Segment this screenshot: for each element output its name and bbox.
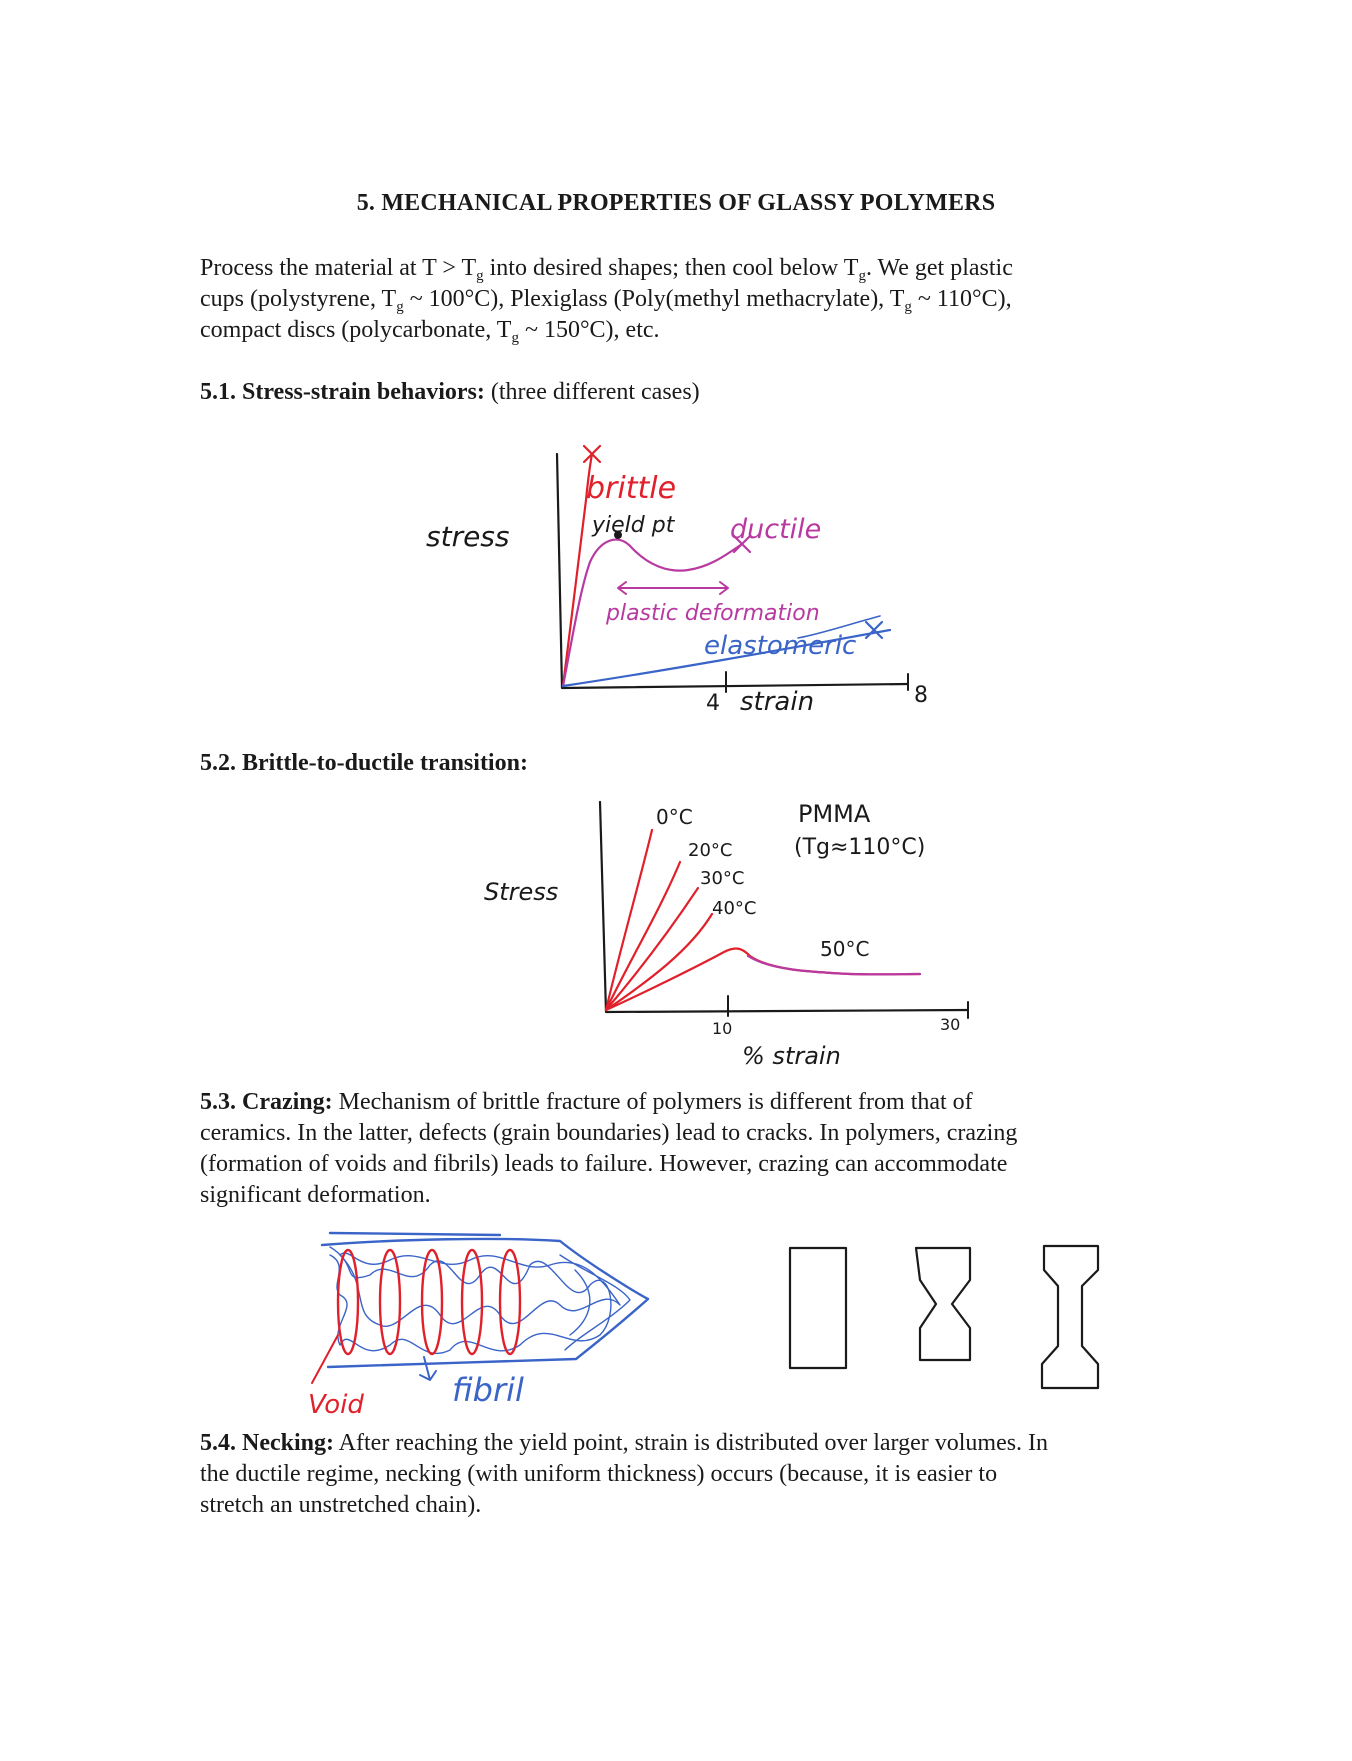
fig1-yield-label: yield pt — [592, 513, 675, 538]
void-pointer — [312, 1335, 338, 1383]
fig1-tick-4: 4 — [706, 691, 720, 716]
necking-line-3: stretch an unstretched chain). — [200, 1492, 482, 1518]
label-20c: 20°C — [688, 840, 733, 861]
void-4 — [462, 1250, 482, 1354]
fig1-ductile-label: ductile — [730, 514, 822, 545]
section-5-3-paragraph — [200, 1087, 1160, 1211]
section-5-4-paragraph — [200, 1428, 1160, 1521]
curve-40c — [606, 914, 712, 1010]
intro-paragraph — [200, 253, 1160, 346]
specimen-necked — [1042, 1246, 1098, 1388]
intro-line-2: cups (polystyrene, $T_g$ ~ 100°C), Plexiglass (Poly(methyl methacrylate), $T_g$ ~ 110°C), — [200, 286, 1012, 315]
label-30c: 30°C — [700, 868, 745, 889]
fig1-brittle-label: brittle — [586, 471, 677, 506]
crazing-line-4: significant deformation. — [200, 1182, 431, 1208]
fibril-label: fibril — [452, 1371, 524, 1409]
fibril-pointer — [420, 1357, 436, 1380]
fig2-ylabel: Stress — [484, 878, 559, 906]
pmma-label: PMMA — [798, 800, 871, 828]
specimen-unstretched — [790, 1248, 846, 1368]
fig1-elastomeric-label: elastomeric — [704, 631, 857, 661]
void-label: Void — [308, 1390, 364, 1420]
necking-line-2: the ductile regime, necking (with uniform thickness) occurs (because, it is easier to — [200, 1461, 998, 1487]
fig2-tick-10-label: 10 — [712, 1019, 733, 1038]
fig1-tick-8: 8 — [914, 683, 928, 708]
curve-20c — [606, 862, 680, 1010]
pmma-tg-label: (Tg≈110°C) — [794, 835, 926, 860]
elastomeric-break-mark — [866, 622, 882, 638]
fig2-axes — [600, 802, 968, 1012]
label-40c: 40°C — [712, 898, 757, 919]
section-5-2-heading: 5.2. Brittle-to-ductile transition: — [200, 750, 528, 776]
crazing-line-1: 5.3. Crazing: Mechanism of brittle fracture of polymers is different from that of — [200, 1089, 973, 1115]
transition-sketch — [480, 790, 1000, 1080]
fig1-ylabel: stress — [426, 520, 510, 553]
fig1-plastic-label: plastic deformation — [606, 601, 820, 626]
intro-line-3: compact discs (polycarbonate, $T_g$ ~ 150°C), etc. — [200, 317, 660, 346]
fig2-xlabel: % strain — [742, 1042, 841, 1070]
fig1-xlabel: strain — [740, 687, 815, 717]
necking-line-1: 5.4. Necking: After reaching the yield point, strain is distributed over larger volumes. In — [200, 1430, 1049, 1456]
void-2 — [380, 1250, 400, 1354]
label-50c: 50°C — [820, 937, 870, 961]
necking-specimens — [780, 1240, 1120, 1400]
section-5-1-heading: 5.1. Stress-strain behaviors: (three different cases) — [200, 379, 700, 405]
label-0c: 0°C — [656, 805, 693, 829]
fig2-tick-30-label: 30 — [940, 1015, 961, 1034]
curve-50c — [606, 949, 920, 1010]
crazing-line-3: (formation of voids and fibrils) leads to failure. However, crazing can accommodate — [200, 1151, 1008, 1177]
crazing-line-2: ceramics. In the latter, defects (grain boundaries) lead to cracks. In polymers, crazing — [200, 1120, 1018, 1146]
specimen-necking-start — [916, 1248, 970, 1360]
craze-sketch — [300, 1225, 660, 1420]
page-title: 5. MECHANICAL PROPERTIES OF GLASSY POLYMERS — [356, 190, 996, 216]
void-3 — [422, 1250, 442, 1354]
void-5 — [500, 1250, 520, 1354]
intro-line-1: Process the material at $T > T_g$ into desired shapes; then cool below $T_g$. We get plastic — [200, 255, 1013, 284]
plastic-deformation-arrow — [618, 582, 728, 594]
stress-strain-sketch — [420, 440, 940, 720]
